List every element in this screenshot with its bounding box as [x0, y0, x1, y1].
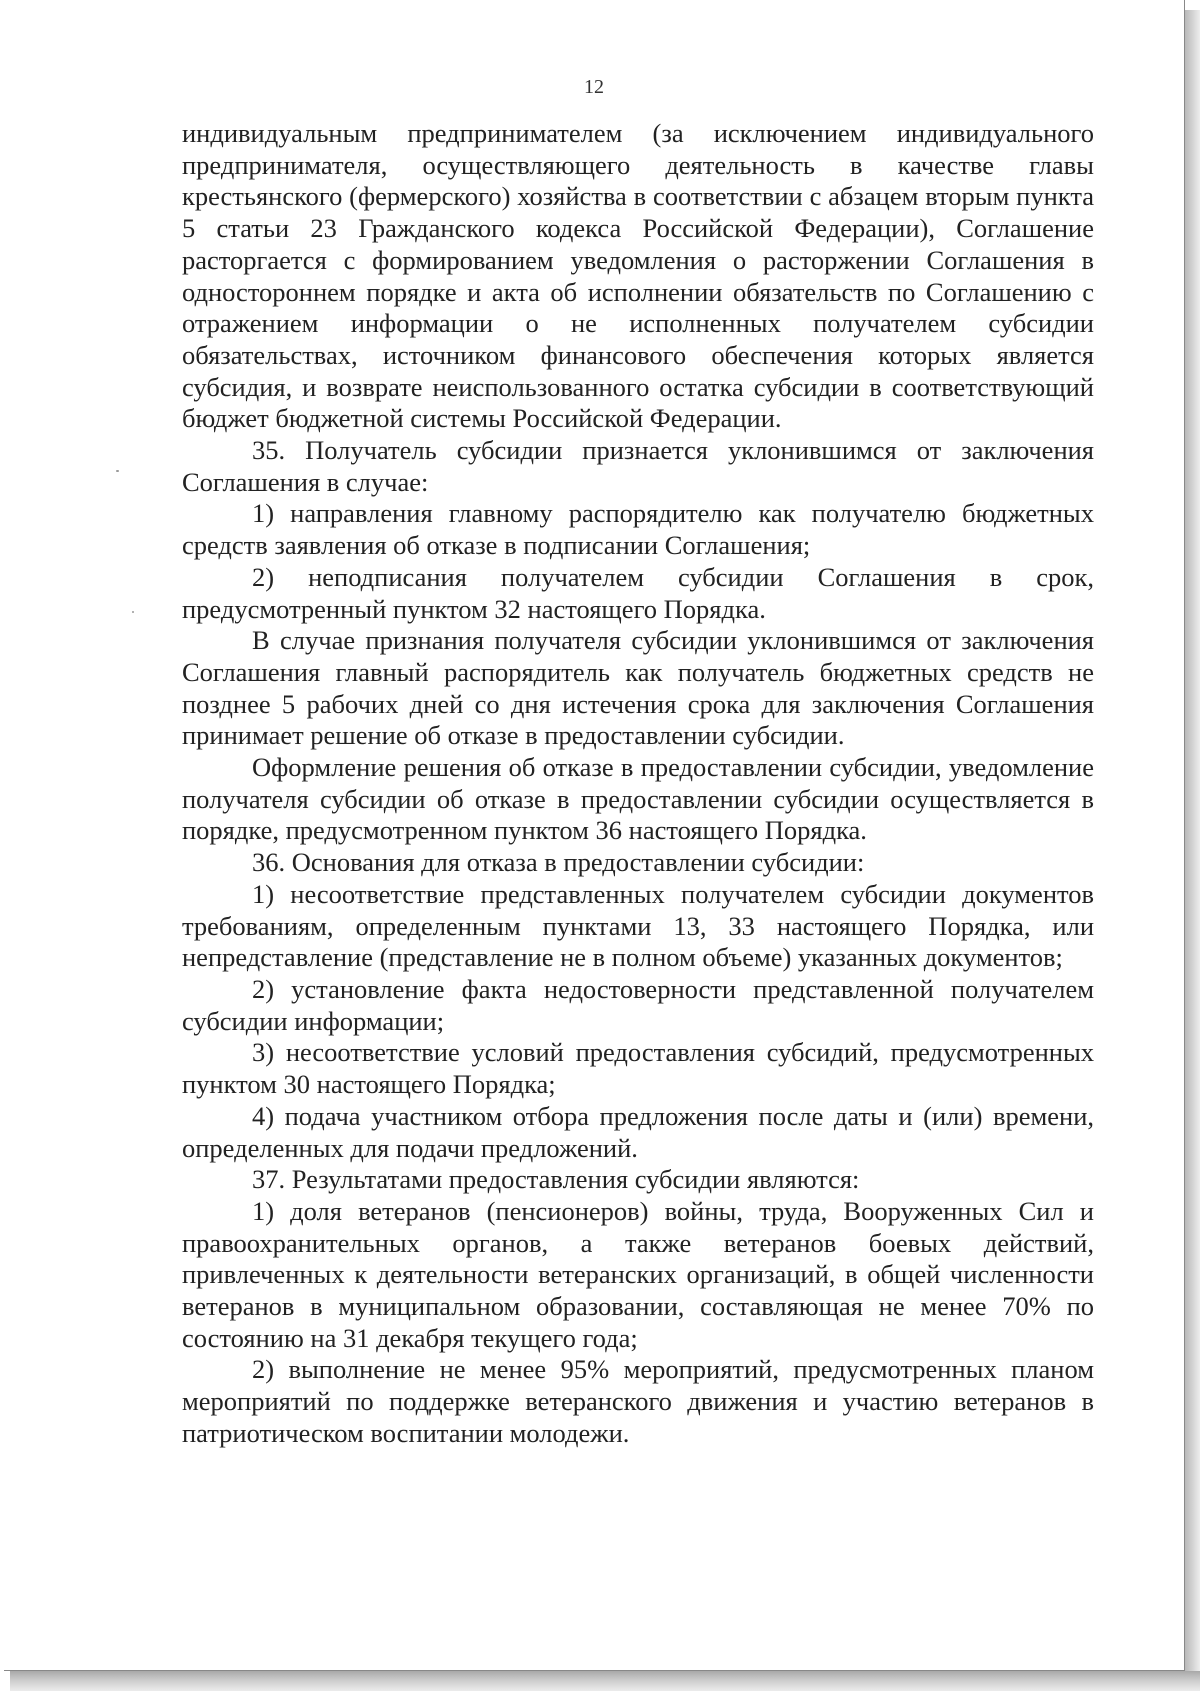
paragraph-item-36-3: 3) несоответствие условий предоставления субсидий, предусмотренных пунктом 30 настоящего Порядка;: [182, 1037, 1094, 1100]
paragraph-item-37-1: 1) доля ветеранов (пенсионеров) войны, труда, Вооруженных Сил и правоохранительных органов, а также ветеранов боевых действий, привлеченных к деятельности ветеранских организаций, в общей численности ветеранов в муниципальном образовании, составляющая не менее 70% по состоянию на 31 декабря текущего года;: [182, 1195, 1094, 1353]
scan-speck: [116, 470, 119, 472]
paragraph-item-36: 36. Основания для отказа в предоставлении субсидии:: [252, 847, 865, 878]
paragraph-item-35-2: 2) неподписания получателем субсидии Соглашения в срок, предусмотренный пунктом 32 настоящего Порядка.: [182, 561, 1094, 624]
paragraph-evasion-case: В случае признания получателя субсидии уклонившимся от заключения Соглашения главный распорядитель как получатель бюджетных средств не позднее 5 рабочих дней со дня истечения срока для заключения Соглашения принимает решение об отказе в предоставлении субсидии.: [182, 625, 1094, 751]
paragraph-item-35: 35. Получатель субсидии признается уклонившимся от заключения Соглашения в случае:: [182, 435, 1094, 497]
paragraph-item-36-2: 2) установление факта недостоверности представленной получателем субсидии информации;: [182, 973, 1094, 1036]
paragraph-continuation: индивидуальным предпринимателем (за исключением индивидуального предпринимателя, осуществляющего деятельность в качестве главы крестьянского (фермерского) хозяйства в соответствии с абзацем вторым пункта 5 статьи 23 Гражданского кодекса Российской Федерации), Соглашение расторгается с формированием уведомления о расторжении Соглашения в одностороннем порядке и акта об исполнении обязательств по Соглашению с отражением информации о не исполненных получателем субсидии обязательствах, источником финансового обеспечения которых является субсидия, и возврате неиспользованного остатка субсидии в соответствующий бюджет бюджетной системы Российской Федерации.: [182, 118, 1094, 434]
paragraph-refusal-procedure: Оформление решения об отказе в предоставлении субсидии, уведомление получателя субсидии об отказе в предоставлении субсидии осуществляется в порядке, предусмотренном пунктом 36 настоящего Порядка.: [182, 752, 1094, 846]
paragraph-item-35-1: 1) направления главному распорядителю как получателю бюджетных средств заявления об отказе в подписании Соглашения;: [182, 498, 1094, 561]
page-number: 12: [584, 76, 604, 98]
paragraph-item-36-4: 4) подача участником отбора предложения после даты и (или) времени, определенных для подачи предложений.: [182, 1100, 1094, 1163]
paragraph-item-37-2: 2) выполнение не менее 95% мероприятий, предусмотренных планом мероприятий по поддержке ветеранского движения и участию ветеранов в патриотическом воспитании молодежи.: [182, 1354, 1094, 1448]
page-body: [182, 118, 1094, 1450]
page-shadow-bottom: [10, 1671, 1200, 1691]
scan-speck: [132, 611, 134, 613]
document-page: [4, 0, 1185, 1671]
paragraph-item-36-1: 1) несоответствие представленных получателем субсидии документов требованиям, определенным пунктами 13, 33 настоящего Порядка, или непредставление (представление не в полном объеме) указанных документов;: [182, 878, 1094, 973]
page-shadow-right: [1185, 10, 1200, 1680]
paragraph-item-37: 37. Результатами предоставления субсидии являются:: [252, 1164, 860, 1195]
